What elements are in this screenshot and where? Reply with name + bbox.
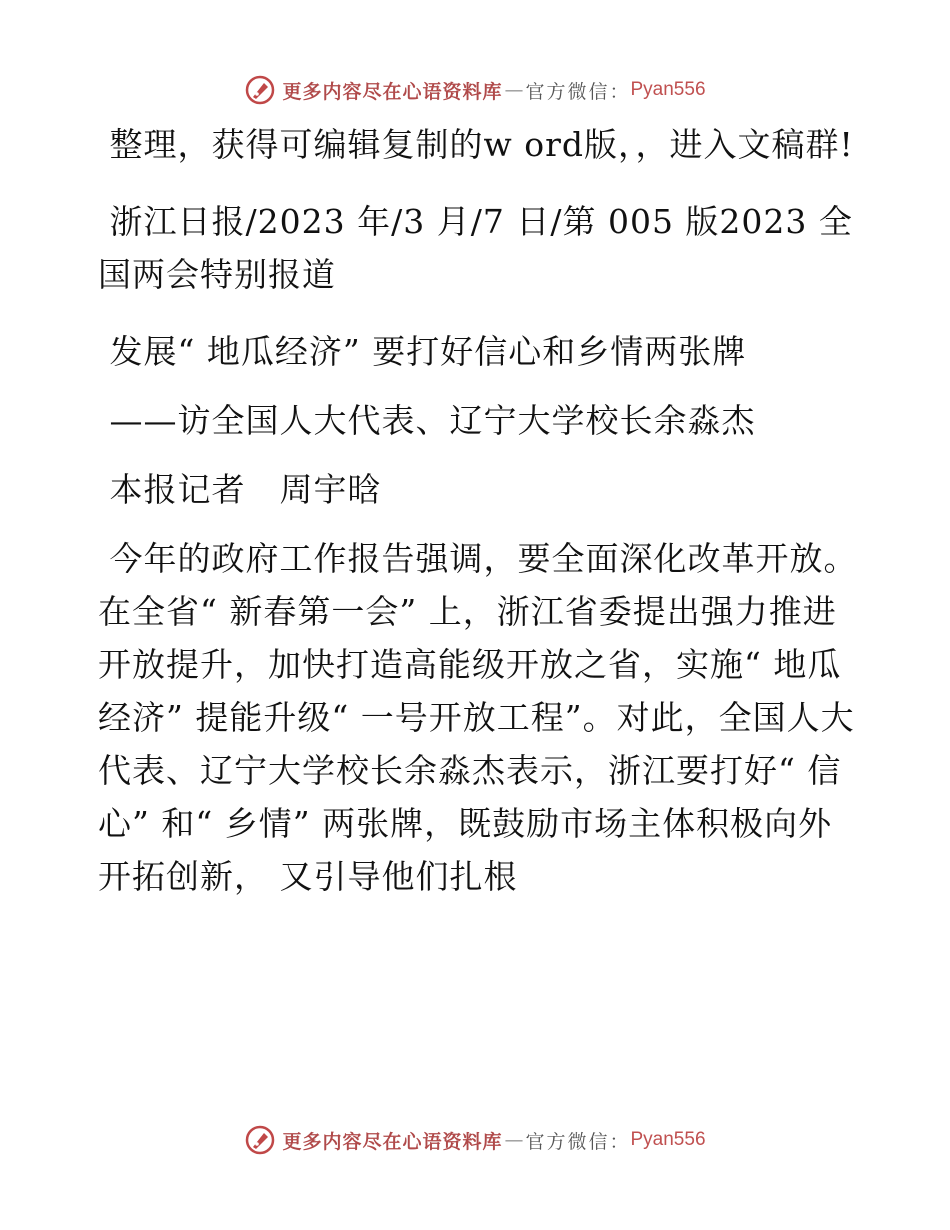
banner-wechat-id: Pyan556 — [630, 1129, 706, 1150]
banner-separator: — — [504, 79, 524, 101]
document-body — [98, 118, 858, 927]
banner-wechat-label: 官方微信： — [525, 80, 631, 103]
article-title: 发展“ 地瓜经济” 要打好信心和乡情两张牌 — [109, 332, 747, 371]
banner-brand-text: 更多内容尽在心语资料库 — [282, 80, 503, 103]
source-line: 浙江日报/2023 年/3 月/7 日/第 005 版2023 全国两会特别报道 — [98, 202, 853, 294]
header-watermark-banner — [0, 70, 950, 110]
pen-nib-logo-icon — [244, 1124, 276, 1156]
article-body-paragraph: 今年的政府工作报告强调，要全面深化改革开放。在全省“ 新春第一会” 上，浙江省委提出强力推进开放提升，加快打造高能级开放之省，实施“ 地瓜经济” 提能升级“ 一号开放工程”。对此，全国人大代表、辽宁大学校长余淼杰表示，浙江要打好“ 信心” 和“ 乡情” 两张牌，既鼓励市场主体积极向外开拓创新， 又引导他们扎根 — [98, 539, 858, 896]
intro-paragraph: 整理，获得可编辑复制的w ord版，，进入文稿群! — [109, 125, 854, 164]
pen-nib-logo-icon — [244, 74, 276, 106]
article-byline: 本报记者 周宇晗 — [109, 470, 382, 509]
banner-wechat-id: Pyan556 — [630, 79, 706, 100]
banner-wechat-label: 官方微信： — [525, 1130, 631, 1153]
footer-watermark-banner — [0, 1120, 950, 1160]
article-subtitle: ——访全国人大代表、辽宁大学校长余淼杰 — [109, 401, 756, 440]
banner-separator: — — [504, 1129, 524, 1151]
banner-brand-text: 更多内容尽在心语资料库 — [282, 1130, 503, 1153]
